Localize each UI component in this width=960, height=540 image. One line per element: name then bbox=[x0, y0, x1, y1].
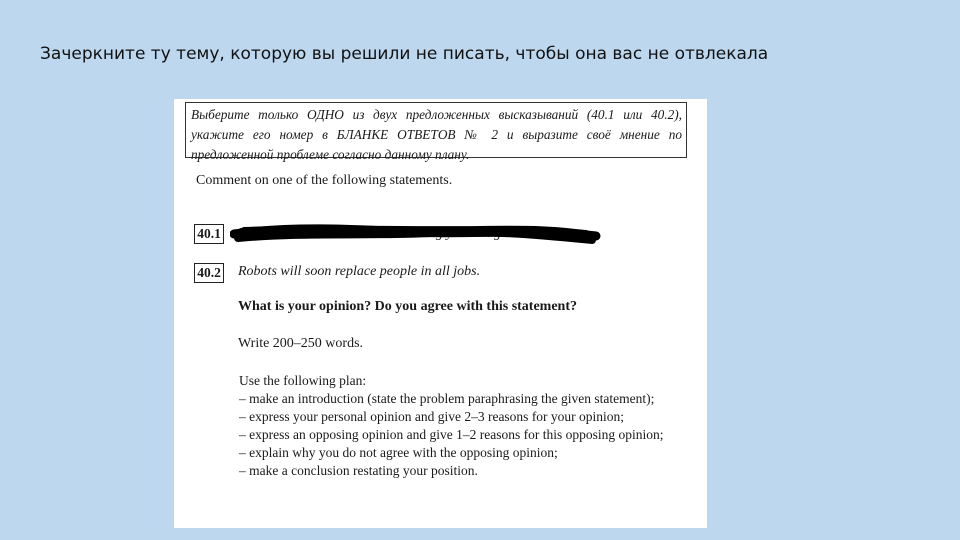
plan-item: – express your personal opinion and give 2–3 reasons for your opinion; bbox=[239, 409, 625, 424]
strikethrough-scribble bbox=[230, 221, 602, 247]
essay-plan bbox=[239, 372, 681, 480]
option-number-40-1: 40.1 bbox=[194, 224, 224, 244]
instruction-box: Выберите только ОДНО из двух предложенных высказываний (40.1 или 40.2), укажите его номер в БЛАНКЕ ОТВЕТОВ № 2 и выразите своё мнение по предложенной проблеме согласно данному плану. bbox=[185, 102, 687, 158]
opinion-question: What is your opinion? Do you agree with this statement? bbox=[238, 299, 578, 314]
plan-item: – express an opposing opinion and give 1–2 reasons for this opposing opinion; bbox=[239, 427, 664, 442]
option-statement-40-2: Robots will soon replace people in all jobs. bbox=[238, 264, 481, 279]
plan-heading: Use the following plan: bbox=[239, 373, 367, 388]
option-number-40-2: 40.2 bbox=[194, 263, 224, 283]
word-count-instruction: Write 200–250 words. bbox=[238, 336, 364, 351]
option-statement-40-1: Education is the most valuable thing you can get. bbox=[238, 226, 515, 241]
slide-title: Зачеркните ту тему, которую вы решили не писать, чтобы она вас не отвлекала bbox=[40, 44, 769, 64]
plan-item: – make an introduction (state the problem paraphrasing the given statement); bbox=[239, 391, 655, 406]
comment-instruction: Comment on one of the following statements. bbox=[196, 173, 453, 188]
plan-item: – make a conclusion restating your position. bbox=[239, 463, 478, 478]
plan-item: – explain why you do not agree with the opposing opinion; bbox=[239, 445, 558, 460]
exam-task-document bbox=[174, 99, 707, 528]
